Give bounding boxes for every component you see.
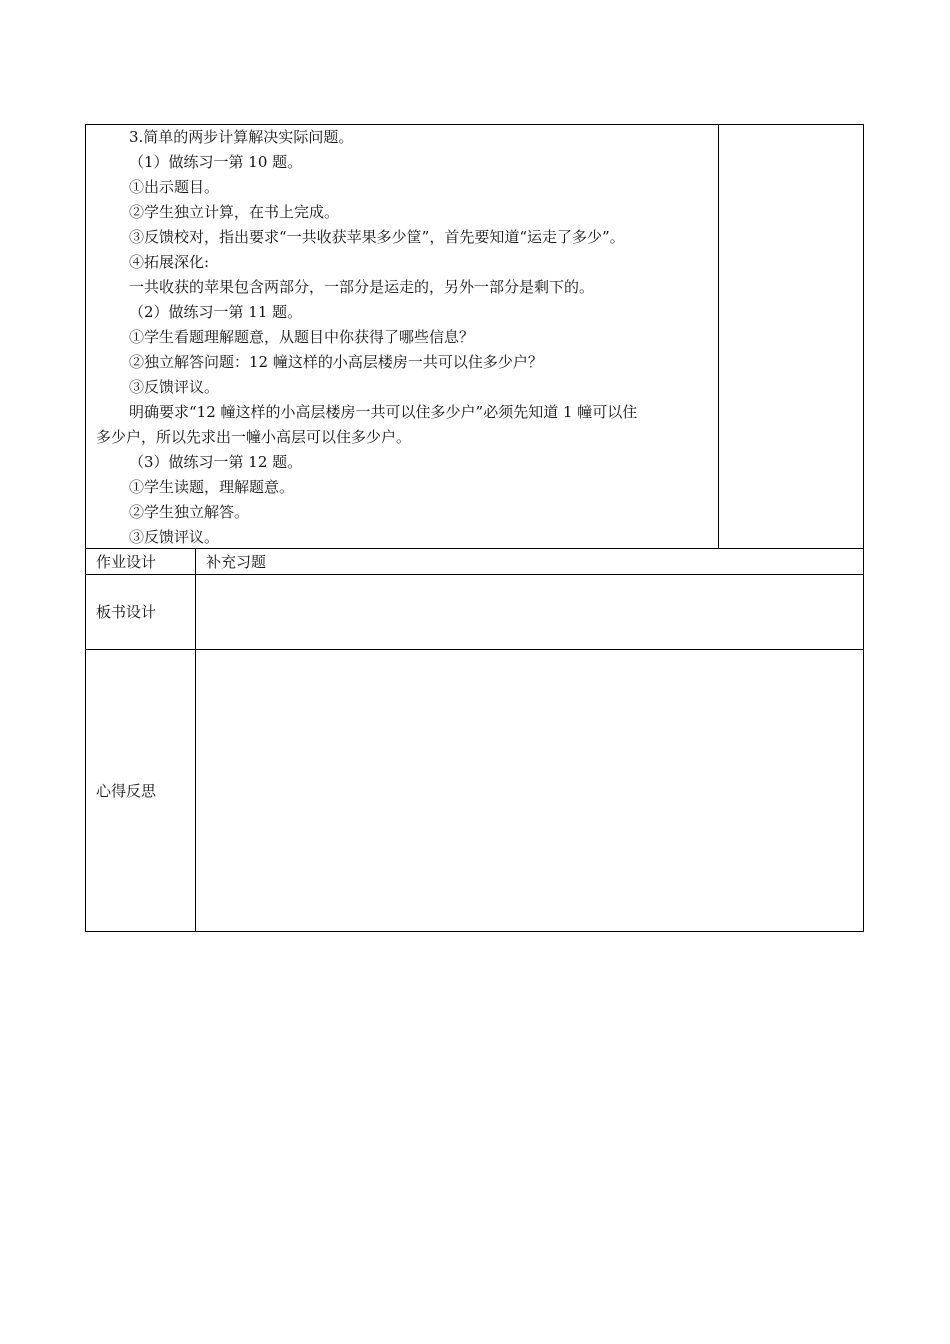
content-line: （3）做练习一第 12 题。 <box>129 453 303 471</box>
content-line: ②独立解答问题：12 幢这样的小高层楼房一共可以住多少户？ <box>129 353 543 371</box>
content-line: ③反馈评议。 <box>129 378 220 396</box>
row-divider-board-top <box>85 574 864 575</box>
content-line: ①学生看题理解题意，从题目中你获得了哪些信息？ <box>129 328 475 346</box>
content-line: ②学生独立解答。 <box>129 503 250 521</box>
content-line: 多少户，所以先求出一幢小高层可以住多少户。 <box>96 428 412 446</box>
lesson-content <box>96 125 714 550</box>
table-border-bottom <box>85 931 864 932</box>
table-border-left <box>85 124 86 932</box>
content-line: 3.简单的两步计算解决实际问题。 <box>129 128 354 146</box>
content-line: ③反馈校对，指出要求“一共收获苹果多少筐”，首先要知道“运走了多少”。 <box>129 228 625 246</box>
content-line: ④拓展深化: <box>129 253 210 271</box>
side-column-divider <box>718 124 719 548</box>
table-border-right <box>863 124 864 932</box>
reflection-label: 心得反思 <box>96 782 157 800</box>
content-line: 一共收获的苹果包含两部分，一部分是运走的，另外一部分是剩下的。 <box>129 278 595 296</box>
homework-value: 补充习题 <box>206 553 267 571</box>
content-line: ③反馈评议。 <box>129 528 220 546</box>
content-line: （1）做练习一第 10 题。 <box>129 153 303 171</box>
content-line: 明确要求“12 幢这样的小高层楼房一共可以住多少户”必须先知道 1 幢可以住 <box>129 403 638 421</box>
board-design-label: 板书设计 <box>96 603 157 621</box>
content-line: （2）做练习一第 11 题。 <box>129 303 303 321</box>
content-line: ②学生独立计算，在书上完成。 <box>129 203 340 221</box>
homework-label: 作业设计 <box>96 553 157 571</box>
row-divider-reflection-top <box>85 649 864 650</box>
label-column-divider <box>195 548 196 932</box>
content-line: ①出示题目。 <box>129 178 220 196</box>
content-line: ①学生读题，理解题意。 <box>129 478 295 496</box>
